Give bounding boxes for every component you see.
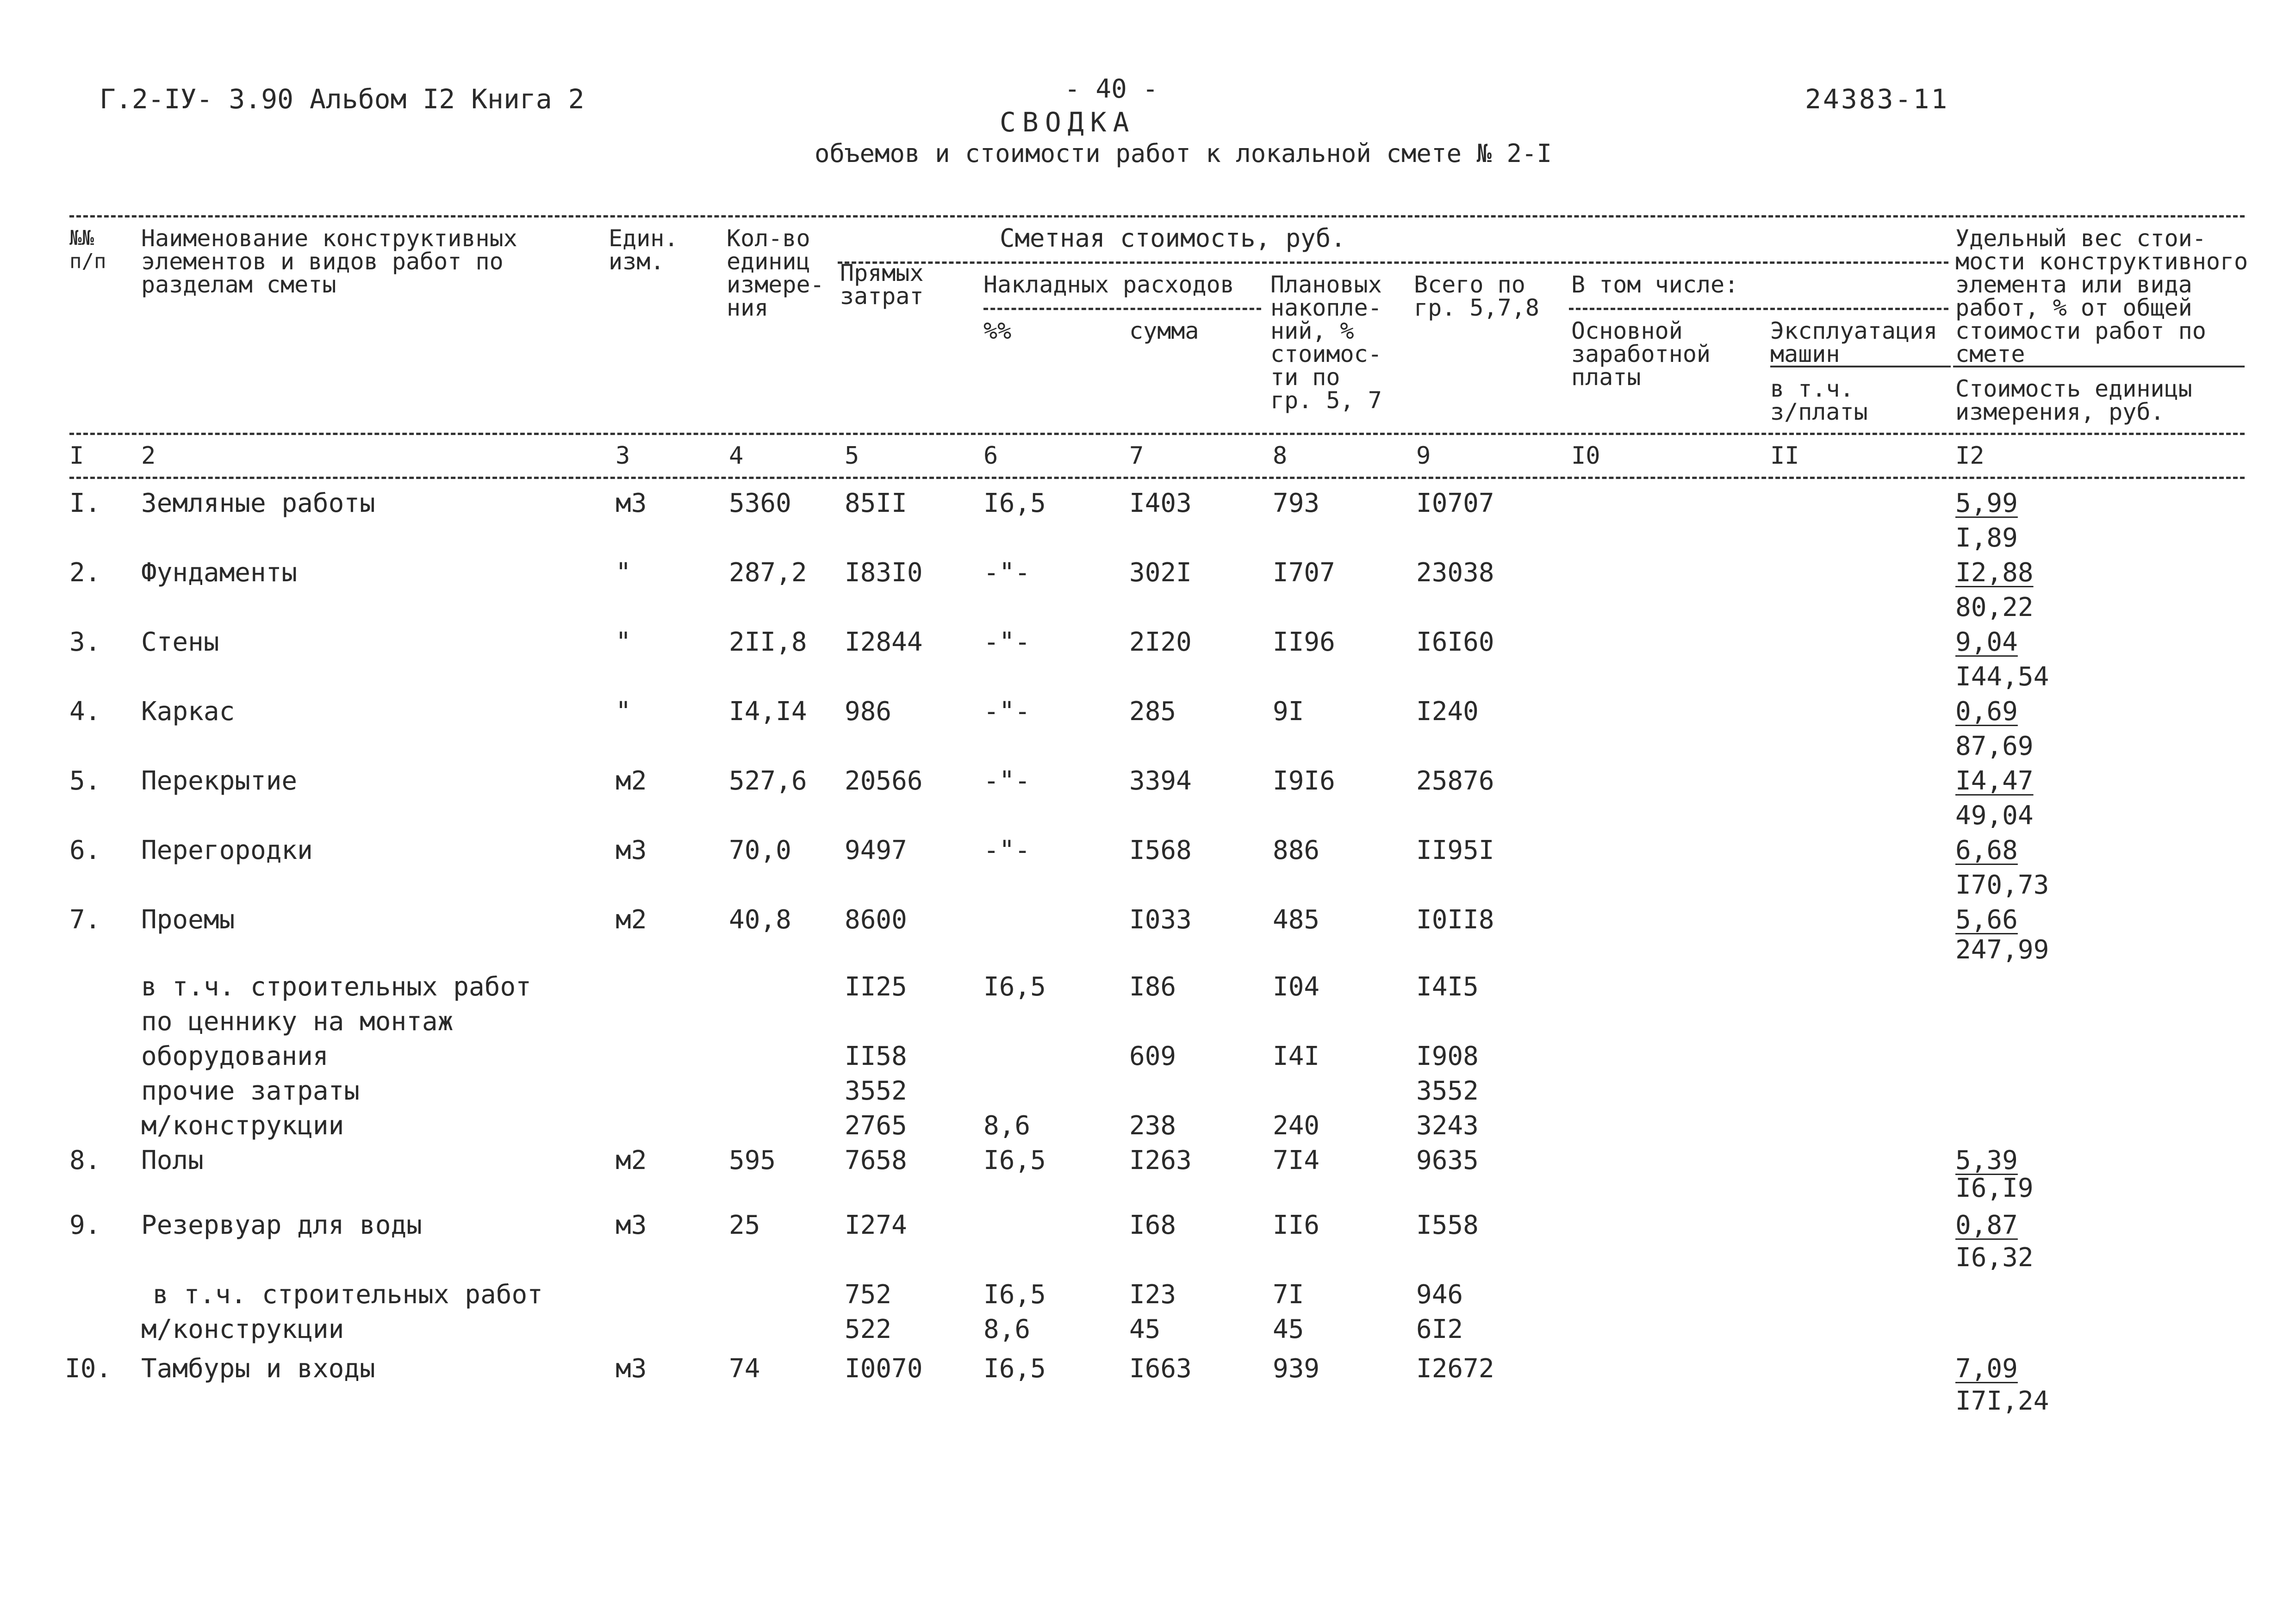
row-total: I558 — [1416, 1210, 1479, 1240]
table-row — [0, 627, 2296, 659]
row-total: I6I60 — [1416, 627, 1494, 657]
col-header-wages: Основной заработной платы — [1571, 317, 1711, 391]
row-unit: м3 — [616, 1210, 647, 1240]
row-unit: м3 — [616, 488, 647, 518]
row-planned: I9I6 — [1273, 766, 1335, 796]
col-numbers-rule — [69, 477, 2245, 479]
col-header-total: Всего по гр. 5,7,8 — [1414, 271, 1539, 321]
row-overhead-sum: I663 — [1129, 1354, 1192, 1384]
overhead-rule — [983, 308, 1261, 310]
col-number: I — [69, 442, 84, 470]
row-qty: 70,0 — [729, 835, 791, 865]
row-unit-cost: 49,04 — [1955, 801, 2034, 831]
col-number: 6 — [983, 442, 998, 470]
row-number: 2. — [69, 558, 101, 588]
row-qty: 2II,8 — [729, 627, 807, 657]
table-row — [0, 835, 2296, 868]
row-unit: " — [616, 558, 631, 588]
col-header-overhead-pct: %% — [983, 317, 1012, 344]
col-header-machines-wages: в т.ч. з/платы — [1770, 375, 1868, 425]
row-unit: " — [616, 627, 631, 657]
row-unit: " — [616, 696, 631, 727]
row-direct: 20566 — [845, 766, 923, 796]
row-overhead-pct: -"- — [983, 558, 1031, 588]
col-number: 7 — [1129, 442, 1144, 470]
row-name: Фундаменты — [141, 558, 298, 588]
sub-row-planned: I04 — [1273, 972, 1320, 1002]
page-number: - 40 - — [1064, 74, 1158, 104]
row-number: 5. — [69, 766, 101, 796]
table-row — [0, 488, 2296, 521]
row-share: I4,47 — [1955, 766, 2034, 796]
table-top-rule — [69, 215, 2245, 218]
row-overhead-sum: 2I20 — [1129, 627, 1192, 657]
row-planned: 9I — [1273, 696, 1304, 727]
row-overhead-sum: I68 — [1129, 1210, 1176, 1240]
row-overhead-pct: -"- — [983, 835, 1031, 865]
row-planned: 939 — [1273, 1354, 1320, 1384]
table-row — [0, 1354, 2296, 1386]
row-qty: 527,6 — [729, 766, 807, 796]
row-overhead-pct: -"- — [983, 627, 1031, 657]
row-total: 9635 — [1416, 1145, 1479, 1175]
row-direct: I2844 — [845, 627, 923, 657]
sub-row-overhead-pct: 8,6 — [983, 1314, 1031, 1344]
row-qty: 25 — [729, 1210, 760, 1240]
row-planned: II96 — [1273, 627, 1335, 657]
sub-row-overhead-sum: I86 — [1129, 972, 1176, 1002]
row-total: I0707 — [1416, 488, 1494, 518]
sub-row-name: в т.ч. строительных работ — [153, 1280, 543, 1310]
row-total: I240 — [1416, 696, 1479, 727]
sub-row-overhead-pct: 8,6 — [983, 1111, 1031, 1141]
row-share: 6,68 — [1955, 835, 2018, 865]
row-name: Перекрытие — [141, 766, 298, 796]
sub-row-direct: 752 — [845, 1280, 892, 1310]
sub-row-overhead-sum: I23 — [1129, 1280, 1176, 1310]
sub-row-total: I908 — [1416, 1041, 1479, 1071]
row-unit: м3 — [616, 835, 647, 865]
col-header-qty: Кол-во единиц измере- ния — [727, 225, 824, 321]
row-name: Земляные работы — [141, 488, 375, 518]
sub-row-name: оборудования — [141, 1041, 329, 1071]
sub-row-overhead-sum: 609 — [1129, 1041, 1176, 1071]
sub-row-direct: 3552 — [845, 1076, 907, 1106]
col-header-planned: Плановых накопле- ний, % стоимос- ти по гр. 5, 7 — [1270, 271, 1382, 414]
row-unit-cost: I7I,24 — [1955, 1386, 2049, 1416]
row-unit-cost: 80,22 — [1955, 592, 2034, 622]
col-header-incl: В том числе: — [1571, 271, 1739, 298]
row-overhead-pct: I6,5 — [983, 488, 1046, 518]
row-unit: м2 — [616, 905, 647, 935]
sub-row-name: по ценнику на монтаж — [141, 1007, 454, 1037]
col-number: 3 — [616, 442, 630, 470]
inventory-number: 24383-11 — [1805, 83, 1949, 115]
col-number: II — [1770, 442, 1799, 470]
sub-row-name: м/конструкции — [141, 1111, 344, 1141]
table-row — [0, 558, 2296, 590]
sub-row-total: 946 — [1416, 1280, 1463, 1310]
row-qty: 595 — [729, 1145, 776, 1175]
row-overhead-sum: 285 — [1129, 696, 1176, 727]
sub-row-overhead-pct: I6,5 — [983, 1280, 1046, 1310]
row-share: 9,04 — [1955, 627, 2018, 657]
col-number: I2 — [1955, 442, 1985, 470]
row-unit-cost: I,89 — [1955, 523, 2018, 553]
row-unit-cost: 87,69 — [1955, 731, 2034, 761]
row-share: I2,88 — [1955, 558, 2034, 588]
row-direct: 7658 — [845, 1145, 907, 1175]
row-number: 9. — [69, 1210, 101, 1240]
row-name: Резервуар для воды — [141, 1210, 422, 1240]
header-bottom-rule — [69, 433, 2245, 435]
document-title: СВОДКА — [1000, 106, 1136, 138]
row-direct: I0070 — [845, 1354, 923, 1384]
col-number: 9 — [1416, 442, 1431, 470]
sub-row-overhead-sum: 45 — [1129, 1314, 1161, 1344]
incl-rule — [1569, 308, 1948, 310]
row-qty: 40,8 — [729, 905, 791, 935]
row-number: I0. — [65, 1354, 112, 1384]
row-overhead-sum: 3394 — [1129, 766, 1192, 796]
col-header-num: №№ п/п — [69, 226, 106, 273]
sub-row-overhead-sum: 238 — [1129, 1111, 1176, 1141]
row-overhead-pct: -"- — [983, 696, 1031, 727]
document-subtitle: объемов и стоимости работ к локальной смете № 2-I — [815, 139, 1552, 168]
sub-row — [0, 1007, 2296, 1039]
row-overhead-pct: -"- — [983, 766, 1031, 796]
row-direct: 9497 — [845, 835, 907, 865]
cost-group-rule — [838, 261, 1948, 264]
col-header-unit-cost: Стоимость единицы измерения, руб. — [1955, 375, 2192, 425]
row-share: 5,39 — [1955, 1145, 2018, 1175]
row-name: Проемы — [141, 905, 235, 935]
col-header-share: Удельный вес стои- мости конструктивного элемента или вида работ, % от общей стоимости работ по смете — [1955, 225, 2248, 367]
row-direct: 986 — [845, 696, 892, 727]
row-direct: 8600 — [845, 905, 907, 935]
row-unit-cost: I70,73 — [1955, 870, 2049, 900]
row-share: 0,69 — [1955, 696, 2018, 727]
row-number: 6. — [69, 835, 101, 865]
table-row — [0, 1145, 2296, 1178]
sub-row — [0, 1076, 2296, 1108]
col-header-cost-group: Сметная стоимость, руб. — [1000, 224, 1346, 253]
col-header-unit: Един. изм. — [609, 225, 678, 275]
row-name: Стены — [141, 627, 219, 657]
sub-row — [0, 1041, 2296, 1074]
col-header-overhead: Накладных расходов — [983, 271, 1234, 298]
row-name: Перегородки — [141, 835, 313, 865]
row-number: 8. — [69, 1145, 101, 1175]
sub-row-planned: 7I — [1273, 1280, 1304, 1310]
row-number: 7. — [69, 905, 101, 935]
sub-row-direct: II25 — [845, 972, 907, 1002]
sub-row-name: прочие затраты — [141, 1076, 360, 1106]
row-total: I2672 — [1416, 1354, 1494, 1384]
table-row — [0, 1210, 2296, 1243]
row-number: 3. — [69, 627, 101, 657]
row-planned: I707 — [1273, 558, 1335, 588]
table-row — [0, 766, 2296, 798]
row-number: I. — [69, 488, 101, 518]
row-share: 7,09 — [1955, 1354, 2018, 1384]
col-header-direct: Прямых затрат — [840, 260, 924, 310]
sub-row-planned: 240 — [1273, 1111, 1320, 1141]
row-unit: м2 — [616, 1145, 647, 1175]
row-qty: 74 — [729, 1354, 760, 1384]
row-overhead-sum: I033 — [1129, 905, 1192, 935]
row-unit: м2 — [616, 766, 647, 796]
row-overhead-sum: I568 — [1129, 835, 1192, 865]
row-share: 0,87 — [1955, 1210, 2018, 1240]
sub-row-overhead-pct: I6,5 — [983, 972, 1046, 1002]
row-name: Тамбуры и входы — [141, 1354, 375, 1384]
sub-row-direct: 2765 — [845, 1111, 907, 1141]
row-direct: 85II — [845, 488, 907, 518]
sub-row — [0, 972, 2296, 1004]
row-unit-cost: I44,54 — [1955, 662, 2049, 692]
table-row — [0, 905, 2296, 937]
row-unit: м3 — [616, 1354, 647, 1384]
table-row — [0, 696, 2296, 729]
row-direct: I274 — [845, 1210, 907, 1240]
sub-row-direct: 522 — [845, 1314, 892, 1344]
row-overhead-pct: I6,5 — [983, 1354, 1046, 1384]
row-unit-cost: 247,99 — [1955, 935, 2049, 965]
row-overhead-sum: I263 — [1129, 1145, 1192, 1175]
sub-row-total: 6I2 — [1416, 1314, 1463, 1344]
row-total: I0II8 — [1416, 905, 1494, 935]
row-unit-cost: I6,32 — [1955, 1243, 2034, 1273]
row-name: Каркас — [141, 696, 235, 727]
sub-row-name: в т.ч. строительных работ — [141, 972, 531, 1002]
row-total: 23038 — [1416, 558, 1494, 588]
sub-row-direct: II58 — [845, 1041, 907, 1071]
row-share: 5,99 — [1955, 488, 2018, 518]
sub-row-total: 3243 — [1416, 1111, 1479, 1141]
col-header-machines: Эксплуатация машин — [1770, 317, 1938, 367]
sub-row-planned: 45 — [1273, 1314, 1304, 1344]
row-overhead-sum: 302I — [1129, 558, 1192, 588]
col-number: 2 — [141, 442, 156, 470]
sub-row — [0, 1111, 2296, 1143]
row-total: II95I — [1416, 835, 1494, 865]
row-unit-cost: I6,I9 — [1955, 1173, 2034, 1203]
row-number: 4. — [69, 696, 101, 727]
row-planned: 793 — [1273, 488, 1320, 518]
document-code: Г.2-IУ- 3.90 Альбом I2 Книга 2 — [100, 83, 585, 115]
row-overhead-pct: I6,5 — [983, 1145, 1046, 1175]
col-header-overhead-sum: сумма — [1129, 317, 1199, 344]
sub-row-total: I4I5 — [1416, 972, 1479, 1002]
row-direct: I83I0 — [845, 558, 923, 588]
col-number: 4 — [729, 442, 744, 470]
row-planned: 886 — [1273, 835, 1320, 865]
row-qty: 287,2 — [729, 558, 807, 588]
row-planned: 485 — [1273, 905, 1320, 935]
sub-row — [0, 1314, 2296, 1347]
row-name: Полы — [141, 1145, 204, 1175]
row-planned: 7I4 — [1273, 1145, 1320, 1175]
col-header-name: Наименование конструктивных элементов и видов работ по разделам сметы — [141, 225, 517, 298]
sub-row — [0, 1280, 2296, 1312]
col-number: 5 — [845, 442, 859, 470]
col-number: 8 — [1273, 442, 1288, 470]
row-qty: 5360 — [729, 488, 791, 518]
sub-row-planned: I4I — [1273, 1041, 1320, 1071]
sub-row-total: 3552 — [1416, 1076, 1479, 1106]
row-share: 5,66 — [1955, 905, 2018, 935]
row-qty: I4,I4 — [729, 696, 807, 727]
row-total: 25876 — [1416, 766, 1494, 796]
sub-row-name: м/конструкции — [141, 1314, 344, 1344]
col-number: I0 — [1571, 442, 1600, 470]
row-overhead-sum: I403 — [1129, 488, 1192, 518]
row-planned: II6 — [1273, 1210, 1320, 1240]
